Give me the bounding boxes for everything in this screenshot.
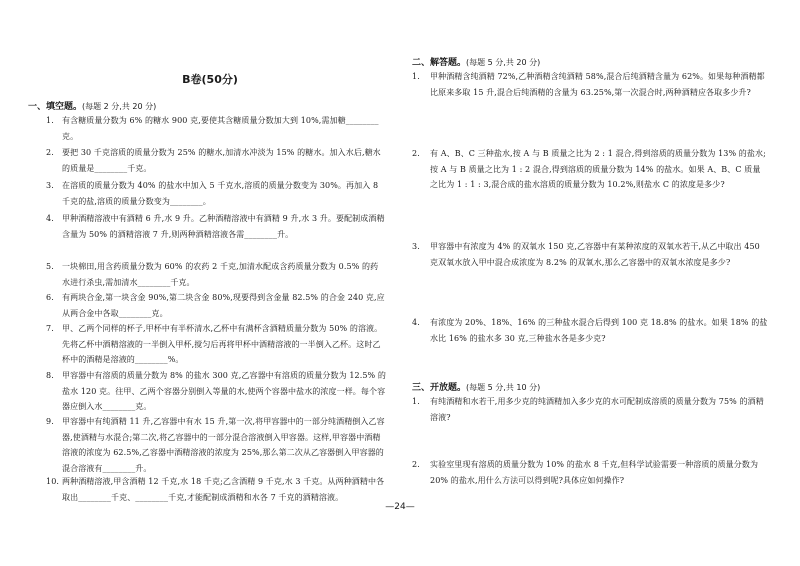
question-text: 有两块合金,第一块含金 90%,第二块含金 80%,现要得到含金量 82.5% 的合金 240 克,应从两合金中各取________克。	[62, 293, 385, 318]
question-number: 3.	[412, 242, 420, 251]
question-text: 实验室里现有溶质的质量分数为 10% 的盐水 8 千克,但科学试验需要一种溶质的质量分数为 20% 的盐水,用什么方法可以得到呢?具体应如何操作?	[430, 460, 759, 485]
question-number: 2.	[412, 149, 420, 158]
question-text: 甲容器中有浓度为 4% 的双氧水 150 克,乙容器中有某种浓度的双氧水若干,从乙中取出 450 克双氧水放入甲中混合成浓度为 8.2% 的双氧水,那么乙容器中的双氧水浓度是多少?	[430, 242, 760, 267]
question-text: 要把 30 千克溶质的质量分数为 25% 的糖水,加清水冲淡为 15% 的糖水。加入水后,糖水的质量是________千克。	[62, 148, 381, 173]
question-item	[46, 474, 386, 505]
question-text: 甲种酒精含纯酒精 72%,乙种酒精含纯酒精 58%,混合后纯酒精含量为 62%。如果每种酒精都比原来多取 15 升,混合后纯酒精的含量为 63.25%,第一次混合时,两种酒精应各取多少升?	[430, 72, 765, 97]
question-item	[46, 321, 386, 368]
question-number: 3.	[46, 181, 54, 190]
section-answer-heading	[412, 55, 540, 68]
question-text: 两种酒精溶液,甲含酒精 12 千克,水 18 千克;乙含酒精 9 千克,水 3 千克。从两种酒精中各取出________千克、________千克,才能配制成酒精和水各 7 千克的酒精溶液。	[62, 477, 385, 502]
question-number: 5.	[46, 262, 54, 271]
question-number: 1.	[46, 116, 54, 125]
question-number: 4.	[412, 318, 420, 327]
question-number: 2.	[412, 460, 420, 469]
question-text: 在溶质的质量分数为 40% 的盐水中加入 5 千克水,溶质的质量分数变为 30%。再加入 8 千克的盐,溶质的质量分数变为________。	[62, 181, 379, 206]
question-number: 1.	[412, 397, 420, 406]
question-item	[412, 457, 768, 488]
section-score-note: (每题 5 分,共 10 分)	[466, 383, 541, 392]
section-open-heading	[412, 380, 540, 393]
question-number: 9.	[46, 417, 54, 426]
section-heading-text: 三、开放题。	[412, 383, 467, 393]
question-number: 7.	[46, 324, 54, 333]
question-number: 10.	[46, 477, 60, 486]
question-text: 甲容器中有溶质的质量分数为 8% 的盐水 300 克,乙容器中有溶质的质量分数为 12.5% 的盐水 120 克。往甲、乙两个容器分别倒入等量的水,使两个容器中盐水的浓度一样。每个容器应倒入水________克。	[62, 371, 386, 411]
question-item	[46, 211, 386, 242]
question-text: 有含糖质量分数为 6% 的糖水 900 克,要使其含糖质量分数加大到 10%,需加糖________克。	[62, 116, 379, 141]
question-number: 6.	[46, 293, 54, 302]
section-heading-text: 二、解答题。	[412, 58, 467, 68]
page-number: —24—	[385, 502, 415, 512]
question-number: 8.	[46, 371, 54, 380]
section-heading-text: 一、填空题。	[28, 102, 83, 112]
paper-title: B卷(50分)	[182, 73, 238, 86]
question-number: 4.	[46, 214, 54, 223]
question-text: 甲种酒精溶液中有酒精 6 升,水 9 升。乙种酒精溶液中有酒精 9 升,水 3 升。要配制成酒精含量为 50% 的酒精溶液 7 升,则两种酒精溶液各需________升。	[62, 214, 385, 239]
section-score-note: (每题 5 分,共 20 分)	[466, 58, 541, 67]
section-fill-blank-heading	[28, 99, 156, 112]
question-text: 有纯酒精和水若干,用多少克的纯酒精加入多少克的水可配制成溶质的质量分数为 75% 的酒精溶液?	[430, 397, 764, 422]
question-text: 甲容器中有纯酒精 11 升,乙容器中有水 15 升,第一次,将甲容器中的一部分纯酒精倒入乙容器,使酒精与水混合;第二次,将乙容器中的一部分混合溶液倒入甲容器。这样,甲容器中酒精溶液的浓度为 62.5%,乙容器中酒精溶液的浓度为 25%,那么第二次从乙容器倒入甲容器的混合溶液有________升。	[62, 417, 385, 473]
question-number: 2.	[46, 148, 54, 157]
question-item	[46, 178, 386, 209]
question-item	[46, 290, 386, 321]
question-item	[46, 113, 386, 144]
question-item	[412, 315, 768, 346]
question-item	[46, 368, 386, 415]
question-item	[412, 146, 768, 193]
question-text: 有 A、B、C 三种盐水,按 A 与 B 质量之比为 2 : 1 混合,得到溶质的质量分数为 13% 的盐水;按 A 与 B 质量之比为 1 : 2 混合,得到溶质的质量分数为 14% 的盐水。如果 A、B、C 质量之比为 1 : 1 : 3,混合成的盐水溶质的质量分数为 10.2%,则盐水 C 的浓度是多少?	[430, 149, 766, 189]
question-item	[412, 69, 768, 100]
question-text: 甲、乙两个同样的杯子,甲杯中有半杯清水,乙杯中有满杯含酒精质量分数为 50% 的溶液。先将乙杯中酒精溶液的一半倒入甲杯,搅匀后再将甲杯中酒精溶液的一半倒入乙杯。这时乙杯中的酒精是溶液的________%。	[62, 324, 383, 364]
question-text: 一块棉田,用含药质量分数为 60% 的农药 2 千克,加清水配成含药质量分数为 0.5% 的药水进行杀虫,需加清水________千克。	[62, 262, 379, 287]
question-number: 1.	[412, 72, 420, 81]
question-item	[412, 394, 768, 425]
question-text: 有浓度为 20%、18%、16% 的三种盐水混合后得到 100 克 18.8% 的盐水。如果 18% 的盐水比 16% 的盐水多 30 克,三种盐水各是多少克?	[430, 318, 768, 343]
question-item	[46, 145, 386, 176]
question-item	[46, 414, 386, 476]
question-item	[46, 259, 386, 290]
question-item	[412, 239, 768, 270]
section-score-note: (每题 2 分,共 20 分)	[82, 102, 157, 111]
